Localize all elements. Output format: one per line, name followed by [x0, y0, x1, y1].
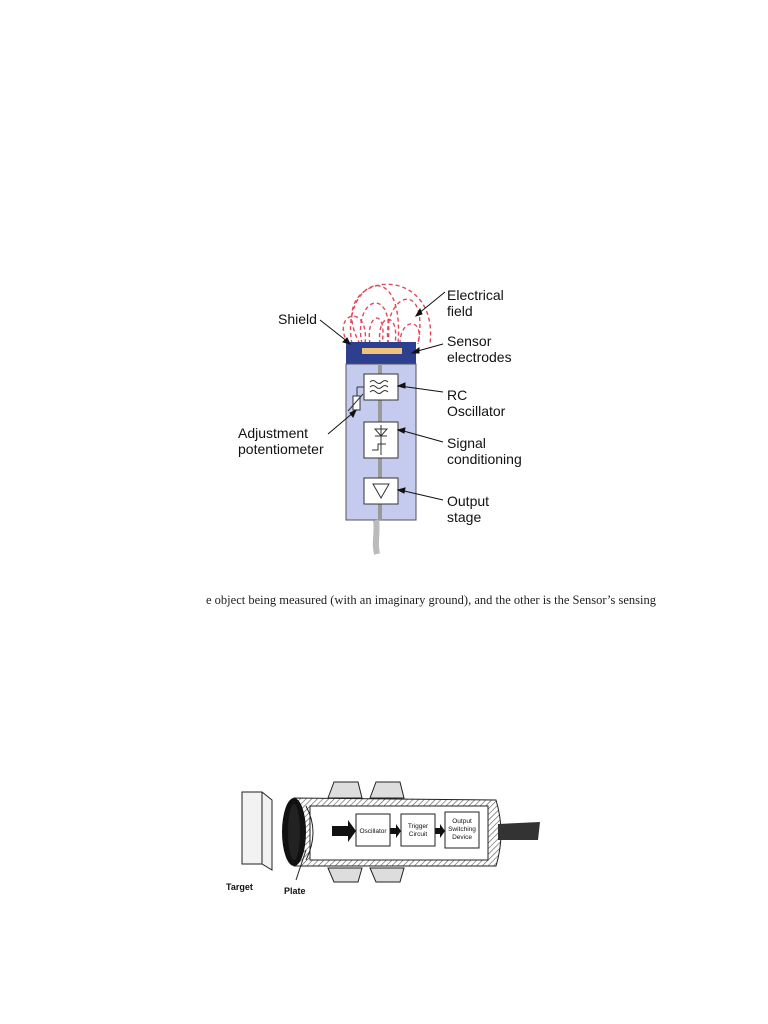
caption-text: e object being measured (with an imaginary ground), and the other is the Sensor’s sensing	[206, 593, 657, 607]
sensor-electrode	[362, 348, 402, 354]
output-stage-box	[364, 478, 398, 504]
label-plate: Plate	[284, 886, 306, 896]
label-adjustment-potentiometer-1: Adjustment	[238, 425, 309, 441]
label-rc-oscillator-2: Oscillator	[447, 403, 506, 419]
label-electrical-field-1: Electrical	[447, 287, 504, 303]
capacitive-sensor-diagram	[230, 262, 530, 562]
label-output-stage-2: stage	[447, 509, 482, 525]
cable	[376, 520, 377, 554]
label-device: Device	[452, 834, 472, 841]
cable	[498, 822, 540, 840]
label-switching: Switching	[448, 826, 476, 833]
label-output-stage-1: Output	[447, 493, 490, 509]
label-sensor-electrodes-1: Sensor	[447, 333, 492, 349]
label-target: Target	[226, 882, 253, 892]
label-oscillator: Oscillator	[359, 828, 387, 835]
trigger-circuit-block	[401, 814, 435, 846]
label-output: Output	[452, 818, 472, 825]
label-circuit: Circuit	[408, 831, 428, 838]
label-signal-conditioning-2: conditioning	[447, 451, 522, 467]
label-adjustment-potentiometer-2: potentiometer	[238, 441, 324, 457]
label-rc-oscillator-1: RC	[447, 387, 468, 403]
label-sensor-electrodes-2: electrodes	[447, 349, 512, 365]
label-electrical-field-2: field	[447, 303, 473, 319]
proximity-sensor-cutaway	[210, 770, 560, 910]
rc-oscillator-box	[364, 374, 398, 400]
target	[242, 792, 272, 870]
label-signal-conditioning-1: Signal	[447, 435, 486, 451]
label-shield: Shield	[278, 311, 317, 327]
label-trigger: Trigger	[407, 823, 429, 830]
